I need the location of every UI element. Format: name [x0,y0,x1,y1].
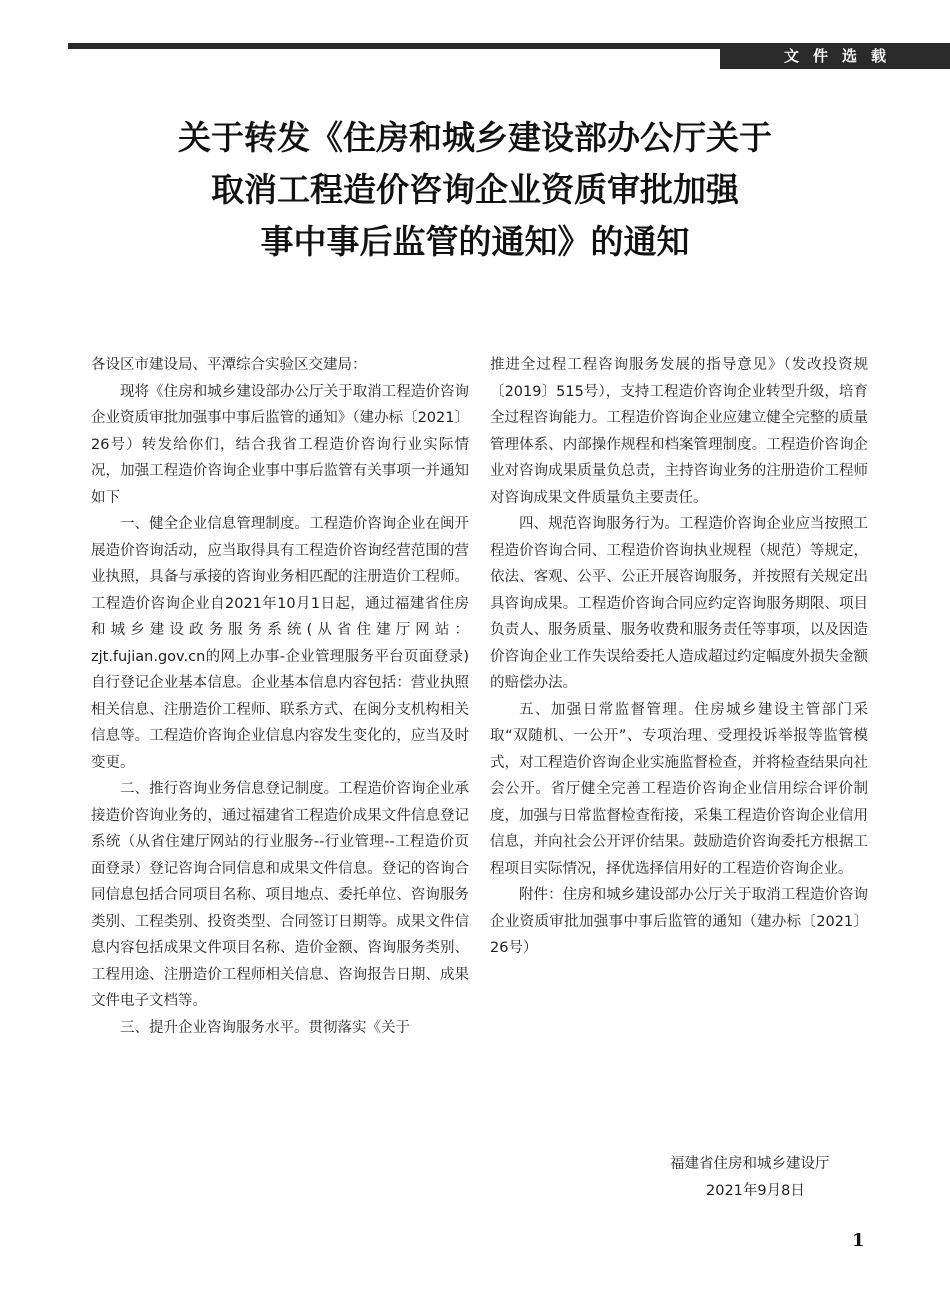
title-line-3: 事中事后监管的通知》的通知 [260,222,690,261]
page-number: 1 [852,1230,865,1251]
item-3-paragraph-continued: 推进全过程工程咨询服务发展的指导意见》（发改投资规〔2019〕515号），支持工程造价咨询企业转型升级，培育全过程咨询能力。工程造价咨询企业应建立健全完整的质量管理体系、内部操作规程和档案管理制度。工程造价咨询企业对咨询成果质量负总责，主持咨询业务的注册造价工程师对咨询成果文件质量负主要责任。 [490,357,868,506]
item-5-paragraph: 五、加强日常监督管理。住房城乡建设主管部门采取“双随机、一公开”、专项治理、受理投诉举报等监管模式，对工程造价咨询企业实施监督检查，并将检查结果向社会公开。省厅健全完善工程造价咨询企业信用综合评价制度，加强与日常监督检查衔接，采集工程造价咨询企业信用信息，并向社会公开评价结果。鼓励造价咨询委托方根据工程项目实际情况，择优选择信用好的工程造价咨询企业。 [490,701,868,877]
signature-organization: 福建省住房和城乡建设厅 [670,1156,830,1172]
title-line-2: 取消工程造价咨询企业资质审批加强 [211,170,739,209]
right-column [490,352,868,962]
item-2-paragraph: 二、推行咨询业务信息登记制度。工程造价咨询企业承接造价咨询业务的，通过福建省工程造价成果文件信息登记系统（从省住建厅网站的行业服务--行业管理--工程造价页面登录）登记咨询合同信息和成果文件信息。登记的咨询合同信息包括合同项目名称、项目地点、委托单位、咨询服务类别、工程类别、投资类型、合同签订日期等。成果文件信息内容包括成果文件项目名称、造价金额、咨询服务类别、工程用途、注册造价工程师相关信息、咨询报告日期、成果文件电子文档等。 [91,781,469,1009]
section-tag: 文件选载 [720,43,950,69]
intro-paragraph: 现将《住房和城乡建设部办公厅关于取消工程造价咨询企业资质审批加强事中事后监管的通知》（建办标〔2021〕26号）转发给你们，结合我省工程造价咨询行业实际情况，加强工程造价咨询企业事中事后监管有关事项一并通知如下 [91,383,469,506]
signature-date: 2021年9月8日 [706,1183,805,1199]
salutation: 各设区市建设局、平潭综合实验区交建局： [91,357,367,373]
title-line-1: 关于转发《住房和城乡建设部办公厅关于 [178,118,772,157]
left-column [91,352,469,1041]
item-4-paragraph: 四、规范咨询服务行为。工程造价咨询企业应当按照工程造价咨询合同、工程造价咨询执业规程（规范）等规定，依法、客观、公平、公正开展咨询服务，并按照有关规定出具咨询成果。工程造价咨询合同应约定咨询服务期限、项目负责人、服务质量、服务收费和服务责任等事项，以及因造价咨询企业工作失误给委托人造成超过约定幅度外损失金额的赔偿办法。 [490,516,868,691]
document-title [60,112,890,268]
item-3-paragraph-start: 三、提升企业咨询服务水平。贯彻落实《关于 [120,1019,410,1036]
item-1-paragraph: 一、健全企业信息管理制度。工程造价咨询企业在闽开展造价咨询活动，应当取得具有工程造价咨询经营范围的营业执照，具备与承接的咨询业务相匹配的注册造价工程师。工程造价咨询企业自2021年10月1日起，通过福建省住房和城乡建设政务服务系统(从省住建厅网站：zjt.fujian.gov.cn的网上办事-企业管理服务平台页面登录)自行登记企业基本信息。企业基本信息内容包括：营业执照相关信息、注册造价工程师、联系方式、在闽分支机构相关信息等。工程造价咨询企业信息内容发生变化的，应当及时变更。 [91,516,469,771]
attachment-paragraph: 附件：住房和城乡建设部办公厅关于取消工程造价咨询企业资质审批加强事中事后监管的通知（建办标〔2021〕26号） [490,887,868,956]
